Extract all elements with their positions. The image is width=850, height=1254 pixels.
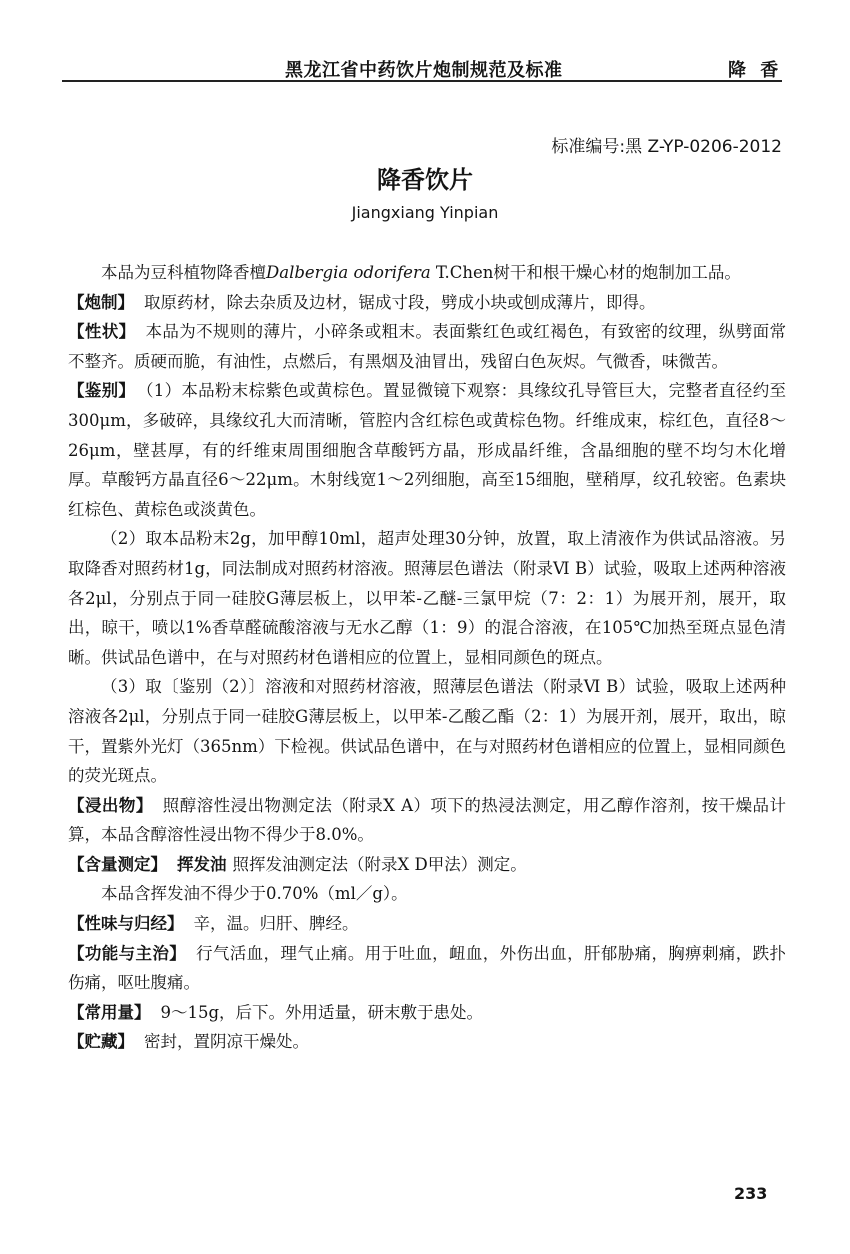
intro-text: 本品为豆科植物降香檀 xyxy=(101,263,266,282)
storage-label: 【贮藏】 xyxy=(68,1032,134,1052)
dosage-text: 9～15g，后下。外用适量，研末敷于患处。 xyxy=(160,1002,484,1022)
nature-section xyxy=(68,909,786,939)
identification-text-3: （3）取〔鉴别（2）〕溶液和对照药材溶液，照薄层色谱法（附录Ⅵ B）试验，吸取上述两种溶液各2μl，分别点于同一硅胶G薄层板上，以甲苯-乙酸乙酯（2：1）为展开剂，展开，取出，晾干，置紫外光灯（365nm）下检视。供试品色谱中，在与对照药材色谱相应的位置上，显相同颜色的荧光斑点。 xyxy=(68,677,786,786)
page-title: 降香饮片 xyxy=(377,166,473,194)
function-text: 行气活血，理气止痛。用于吐血，衄血，外伤出血，肝郁胁痛，胸痹刺痛，跌扑伤痛，呕吐腹痛。 xyxy=(68,943,787,993)
identification-text-1: （1）本品粉末棕紫色或黄棕色。置显微镜下观察：具缘纹孔导管巨大，完整者直径约至300μm，多破碎，具缘纹孔大而清晰，管腔内含红棕色或黄棕色物。纤维成束，棕红色，直径8～26μm，壁甚厚，有的纤维束周围细胞含草酸钙方晶，形成晶纤维，含晶细胞的壁不均匀木化增厚。草酸钙方晶直径6～22μm。木射线宽1～2列细胞，高至15细胞，壁稍厚，纹孔较密。色素块红棕色、黄棕色或淡黄色。 xyxy=(68,381,787,519)
assay-label: 【含量测定】 xyxy=(68,854,167,874)
document-body xyxy=(68,258,786,1057)
standard-number: 标准编号:黑 Z-YP-0206-2012 xyxy=(551,137,782,157)
assay-text-2: 本品含挥发油不得少于0.70%（ml／g）。 xyxy=(101,884,408,904)
intro-text-end: T.Chen树干和根干燥心材的炮制加工品。 xyxy=(430,263,741,282)
processing-text: 取原药材，除去杂质及边材，锯成寸段，劈成小块或刨成薄片，即得。 xyxy=(144,292,656,312)
dosage-label: 【常用量】 xyxy=(68,1002,151,1022)
intro-paragraph xyxy=(68,258,786,288)
latin-name: Dalbergia odorifera xyxy=(266,263,431,282)
identification-label: 【鉴别】 xyxy=(68,381,136,401)
dosage-section xyxy=(68,998,786,1028)
assay-text: 照挥发油测定法（附录Ⅹ D甲法）测定。 xyxy=(232,854,527,874)
identification-text-2: （2）取本品粉末2g，加甲醇10ml，超声处理30分钟，放置，取上清液作为供试品溶液。另取降香对照药材1g，同法制成对照药材溶液。照薄层色谱法（附录Ⅵ B）试验，吸取上述两种溶液各2μl，分别点于同一硅胶G薄层板上，以甲苯-乙醚-三氯甲烷（7：2：1）为展开剂，展开，取出，晾干，喷以1%香草醛硫酸溶液与无水乙醇（1：9）的混合溶液，在105℃加热至斑点显色清晰。供试品色谱中，在与对照药材色谱相应的位置上，显相同颜色的斑点。 xyxy=(68,529,786,667)
header-book-title: 黑龙江省中药饮片炮制规范及标准 xyxy=(285,60,563,81)
page-number: 233 xyxy=(734,1184,768,1203)
description-section xyxy=(68,317,786,376)
nature-label: 【性味与归经】 xyxy=(68,914,184,934)
extract-section xyxy=(68,791,786,850)
page-subtitle-pinyin: Jiangxiang Yinpian xyxy=(351,203,499,222)
processing-section xyxy=(68,288,786,318)
function-section xyxy=(68,939,786,998)
extract-text: 照醇溶性浸出物测定法（附录Ⅹ A）项下的热浸法测定，用乙醇作溶剂，按干燥品计算，本品含醇溶性浸出物不得少于8.0%。 xyxy=(68,795,786,845)
storage-section xyxy=(68,1027,786,1057)
assay-sublabel: 挥发油 xyxy=(177,854,227,874)
processing-label: 【炮制】 xyxy=(68,292,134,312)
identification-section xyxy=(68,376,786,524)
storage-text: 密封，置阴凉干燥处。 xyxy=(144,1032,309,1052)
function-label: 【功能与主治】 xyxy=(68,943,187,963)
extract-label: 【浸出物】 xyxy=(68,795,153,815)
description-label: 【性状】 xyxy=(68,322,136,342)
assay-section xyxy=(68,850,786,880)
header-section-name: 降 香 xyxy=(728,60,783,81)
description-text: 本品为不规则的薄片，小碎条或粗末。表面紫红色或红褐色，有致密的纹理，纵劈面常不整齐。质硬而脆，有油性，点燃后，有黑烟及油冒出，残留白色灰烬。气微香，味微苦。 xyxy=(68,322,787,371)
nature-text: 辛，温。归肝、脾经。 xyxy=(193,914,359,934)
